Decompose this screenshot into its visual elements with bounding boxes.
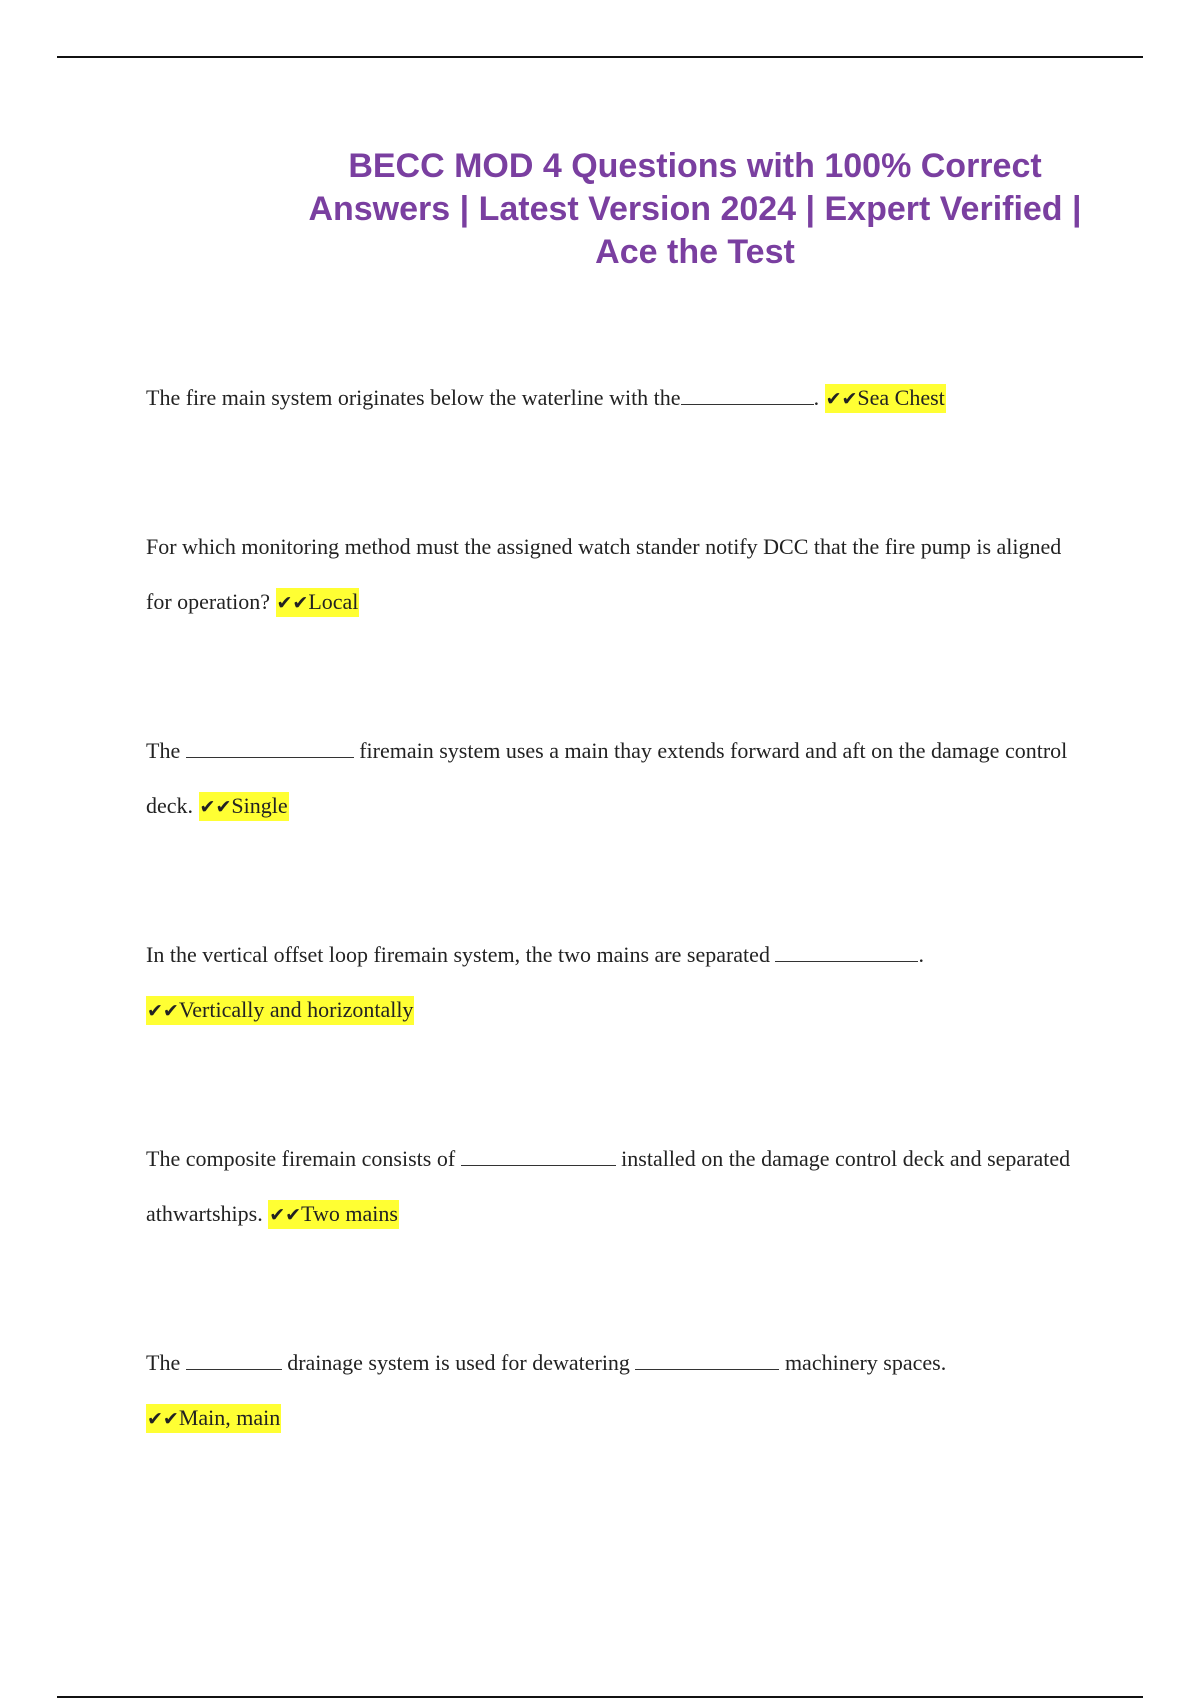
question-2-answer xyxy=(276,588,360,617)
question-3-answer-text: Single xyxy=(231,793,288,818)
question-5-answer xyxy=(268,1200,399,1229)
question-6-text-c: machinery spaces. xyxy=(779,1350,947,1375)
question-3-answer xyxy=(199,792,289,821)
question-1-text-a: The fire main system originates below the waterline with the xyxy=(146,385,681,410)
question-6-text-b: drainage system is used for dewatering xyxy=(281,1350,636,1375)
question-4-answer xyxy=(146,996,414,1025)
question-6-answer-text: Main, main xyxy=(178,1405,281,1430)
question-1-text-b: . xyxy=(813,385,825,410)
question-6-answer xyxy=(146,1404,281,1433)
question-3-text-a: The xyxy=(146,738,186,763)
question-3 xyxy=(146,723,1086,835)
question-5 xyxy=(146,1131,1086,1243)
document-title: BECC MOD 4 Questions with 100% Correct Answers | Latest Version 2024 | Expert Verified | Ace the Test xyxy=(308,147,1082,271)
check-mark-icon: ✔✔ xyxy=(147,1408,179,1430)
check-mark-icon: ✔✔ xyxy=(276,592,309,614)
check-mark-icon: ✔✔ xyxy=(147,1000,179,1022)
question-5-answer-text: Two mains xyxy=(301,1201,398,1226)
question-6-blank-1 xyxy=(186,1347,282,1370)
question-1-answer xyxy=(825,384,946,413)
question-2-text: For which monitoring method must the assigned watch stander notify DCC that the fire pump is aligned for operation? xyxy=(146,534,1062,614)
question-5-text-b: installed on the damage control deck and separated athwartships. xyxy=(146,1146,1071,1226)
question-4-text-b: . xyxy=(918,942,924,967)
question-3-blank xyxy=(186,735,354,758)
question-1-answer-text: Sea Chest xyxy=(857,385,945,410)
question-5-text-a: The composite firemain consists of xyxy=(146,1146,461,1171)
question-4-answer-text: Vertically and horizontally xyxy=(178,997,414,1022)
check-mark-icon: ✔✔ xyxy=(825,388,858,410)
question-4-text-a: In the vertical offset loop firemain system, the two mains are separated xyxy=(146,942,776,967)
question-3-text-b: firemain system uses a main thay extends forward and aft on the damage control deck. xyxy=(146,738,1068,818)
check-mark-icon: ✔✔ xyxy=(199,796,232,818)
question-2-answer-text: Local xyxy=(308,589,359,614)
question-2 xyxy=(146,519,1086,631)
question-1-blank xyxy=(681,382,814,405)
question-4-blank xyxy=(775,939,918,962)
question-5-blank xyxy=(461,1143,616,1166)
question-6-blank-2 xyxy=(635,1347,779,1370)
question-1 xyxy=(146,370,1086,427)
bottom-rule xyxy=(57,1696,1143,1698)
check-mark-icon: ✔✔ xyxy=(269,1204,302,1226)
top-rule xyxy=(57,56,1143,58)
question-4 xyxy=(146,927,1086,1039)
question-6-text-a: The xyxy=(146,1350,186,1375)
question-6 xyxy=(146,1335,1086,1447)
